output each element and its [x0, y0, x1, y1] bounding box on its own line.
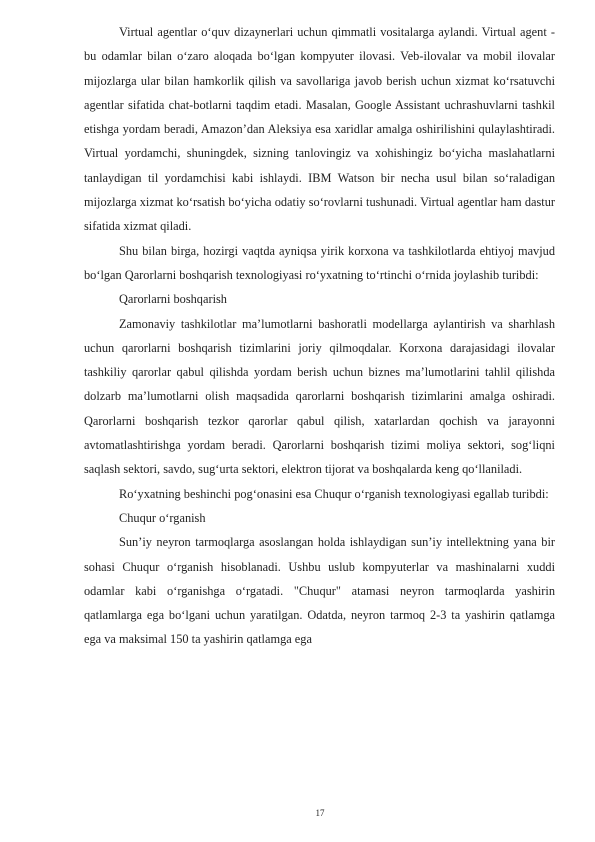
paragraph-deep-learning: Sun’iy neyron tarmoqlarga asoslangan holda ishlaydigan sun’iy intellektning yana bir sohasi Chuqur o‘rganish hisoblanadi. Ushbu uslub kompyuterlar va mashinalarni xuddi odamlar kabi o‘rganishga o‘rgatadi. "Chuqur" atamasi neyron tarmoqlarda yashirin qatlamlarga ega bo‘lgani uchun yaratilgan. Odatda, neyron tarmoq 2-3 ta yashirin qatlamga ega va maksimal 150 ta yashirin qatlamga ega — [84, 535, 555, 647]
paragraph-decision-management-intro: Shu bilan birga, hozirgi vaqtda ayniqsa yirik korxona va tashkilotlarda ehtiyoj mavjud bo‘lgan Qarorlarni boshqarish texnologiyasi ro‘yxatning to‘rtinchi o‘rnida joylashib turibdi: — [84, 243, 555, 282]
heading-decision-management: Qarorlarni boshqarish — [119, 292, 227, 307]
paragraph-deep-learning-intro: Ro‘yxatning beshinchi pog‘onasini esa Chuqur o‘rganish texnologiyasi egallab turibdi: — [119, 486, 549, 501]
heading-deep-learning: Chuqur o‘rganish — [119, 510, 206, 525]
paragraph-virtual-agents: Virtual agentlar o‘quv dizaynerlari uchun qimmatli vositalarga aylandi. Virtual agent - bu odamlar bilan o‘zaro aloqada bo‘lgan kompyuter ilovasi. Veb-ilovalar va mobil ilovalar mijozlarga ular bilan hamkorlik qilish va savollariga javob berish uchun xizmat ko‘rsatuvchi agentlar sifatida chat-botlarni taqdim etadi. Masalan, Google Assistant uchrashuvlarni tashkil etishga yordam beradi, Amazon’dan Aleksiya esa xaridlar amalga oshirilishini qulaylashtiradi. Virtual yordamchi, shuningdek, sizning tanlovingiz va xohishingiz bo‘yicha maslahatlarni tanlaydigan til yordamchisi kabi ishlaydi. IBM Watson bir necha usul bilan so‘raladigan mijozlarga xizmat ko‘rsatish bo‘yicha odatiy so‘rovlarni tushunadi. Virtual agentlar ham dastur sifatida xizmat qiladi. — [84, 25, 555, 234]
paragraph-decision-management: Zamonaviy tashkilotlar ma’lumotlarni bashoratli modellarga aylantirish va sharhlash uchun qarorlarni boshqarish tizimlarini joriy qilmoqdalar. Korxona darajasidagi ilovalar tashkiliy qarorlar qabul qilishda yordam berish uchun biznes ma’lumotlarini tahlil qilishda dolzarb ma’lumotlarni olish maqsadida qarorlarni boshqarish tizimlarini amalga oshiradi. Qarorlarni boshqarish tezkor qarorlar qabul qilish, xatarlardan qochish va jarayonni avtomatlashtirishga yordam beradi. Qarorlarni boshqarish tizimi moliya sektori, sog‘liqni saqlash sektori, savdo, sug‘urta sektori, elektron tijorat va boshqalarda keng qo‘llaniladi. — [84, 316, 555, 477]
body-text — [84, 20, 555, 652]
page-number: 17 — [315, 808, 325, 818]
